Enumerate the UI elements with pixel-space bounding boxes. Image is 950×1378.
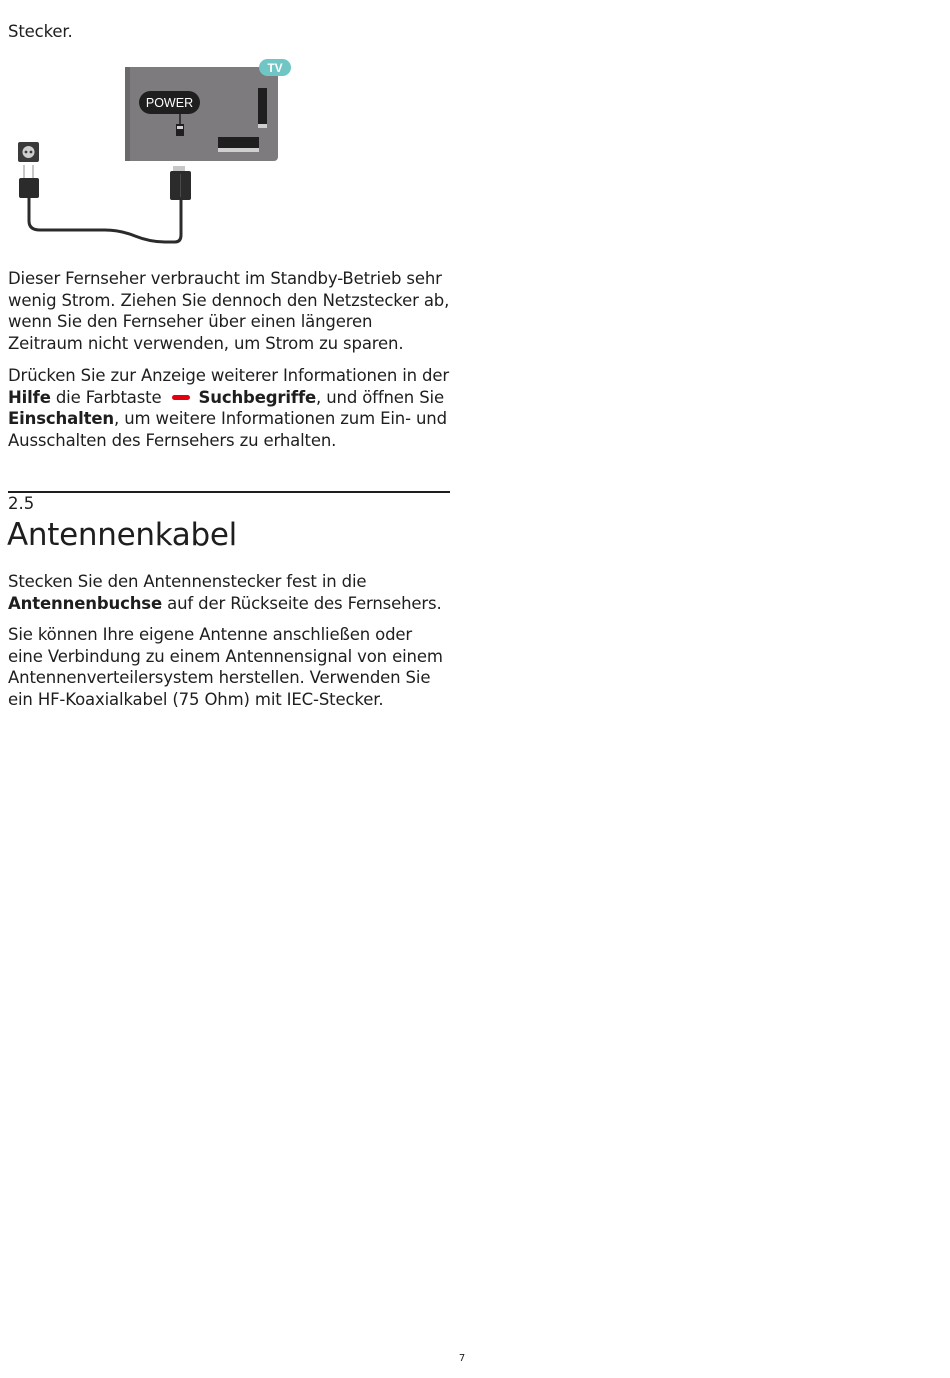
intro-text: Stecker. bbox=[8, 22, 73, 41]
power-label: POWER bbox=[145, 96, 194, 110]
help-text-part2: die Farbtaste bbox=[50, 387, 162, 407]
antenna-socket-term: Antennenbuchse bbox=[8, 593, 163, 613]
antenna-paragraph-2: Sie können Ihre eigene Antenne anschließen oder eine Verbindung zu einem Antennensignal von einem Antennenverteilersystem herstellen. Verwenden Sie ein HF-Koaxialkabel (75 Ohm) mit IEC-Stecker. bbox=[8, 625, 443, 710]
power-on-topic: Einschalten bbox=[8, 409, 114, 429]
help-paragraph bbox=[8, 365, 450, 452]
page-number: 7 bbox=[458, 1353, 466, 1364]
keywords-link: Suchbegriffe bbox=[198, 387, 317, 407]
power-connection-illustration bbox=[10, 58, 300, 248]
red-color-key-icon bbox=[172, 395, 190, 400]
section-number: 2.5 bbox=[8, 494, 35, 513]
section-divider bbox=[8, 491, 450, 493]
tv-badge-label: TV bbox=[267, 61, 283, 75]
help-text-part4: , um weitere Informationen zum Ein- und Ausschalten des Fernsehers zu erhalten. bbox=[8, 409, 447, 451]
help-menu-link: Hilfe bbox=[8, 387, 51, 407]
antenna-p1-part2: auf der Rückseite des Fernsehers. bbox=[162, 593, 442, 613]
help-text-part1: Drücken Sie zur Anzeige weiterer Informationen in der bbox=[8, 366, 450, 385]
standby-paragraph: Dieser Fernseher verbraucht im Standby-Betrieb sehr wenig Strom. Ziehen Sie dennoch den Netzstecker ab, wenn Sie den Fernseher über einen längeren Zeitraum nicht verwenden, um Strom zu sparen. bbox=[8, 269, 450, 354]
antenna-p1-part1: Stecken Sie den Antennenstecker fest in die bbox=[8, 572, 367, 591]
power-cable bbox=[29, 198, 181, 242]
section-title: Antennenkabel bbox=[7, 517, 237, 553]
tv-power-socket bbox=[176, 124, 184, 136]
antenna-paragraph-1 bbox=[8, 571, 450, 614]
wall-plug bbox=[19, 178, 39, 198]
help-text-part3: , und öffnen Sie bbox=[316, 387, 444, 407]
tv-plug-connector bbox=[173, 166, 185, 171]
